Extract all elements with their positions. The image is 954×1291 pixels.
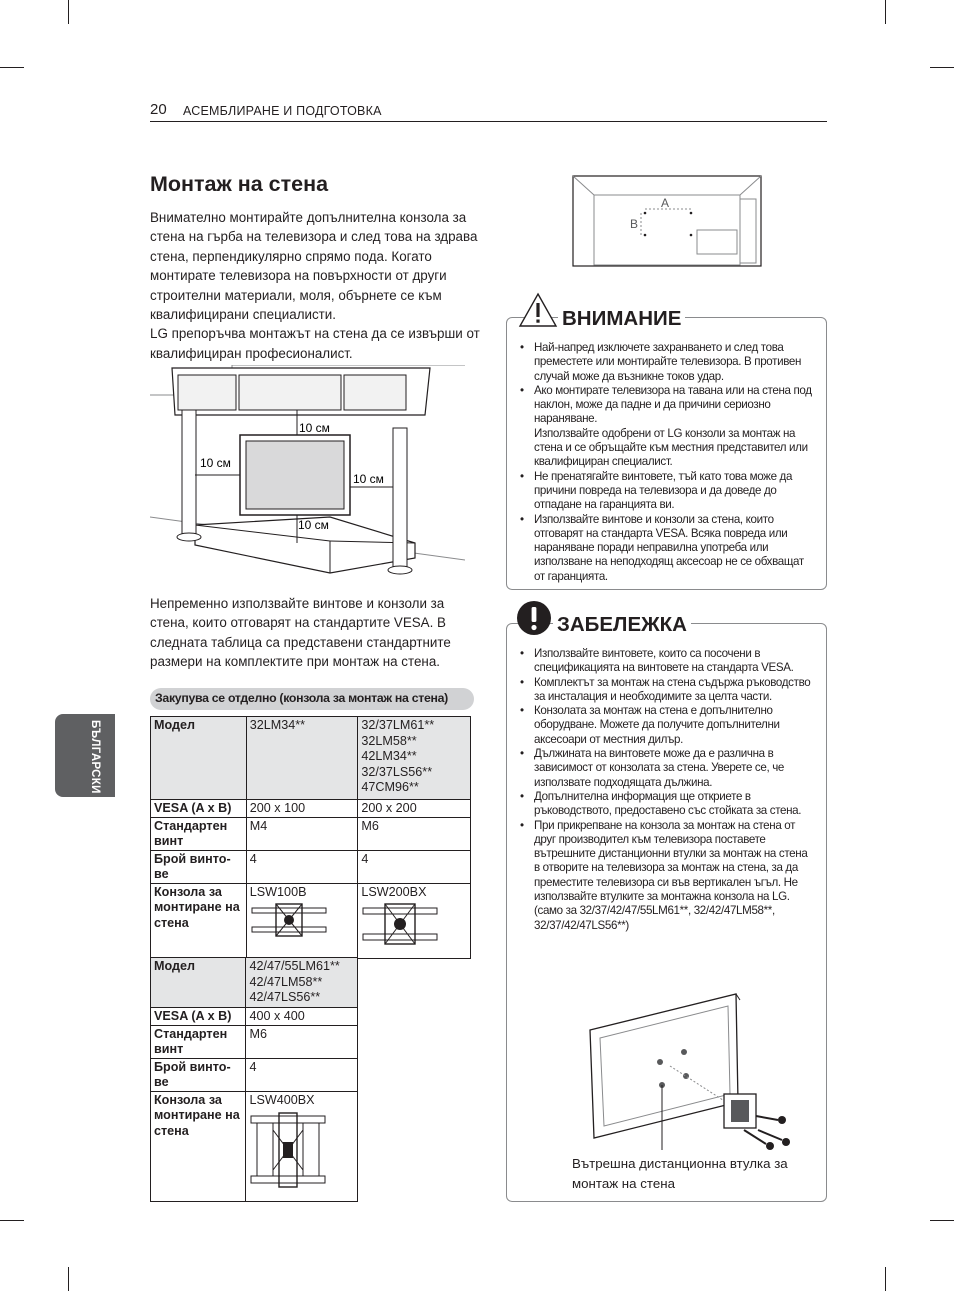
- table1-vesa-b: 200 x 200: [358, 800, 471, 818]
- section-title: АСЕМБЛИРАНЕ И ПОДГОТОВКА: [183, 104, 382, 118]
- table1-bracket-label: Конзола за монтиране на стена: [151, 883, 247, 958]
- purchase-label: Закупува се отделно (конзола за монтаж на стена): [150, 688, 474, 710]
- table1-vesa-label: VESA (A x B): [151, 800, 247, 818]
- table2-vesa-label: VESA (A x B): [151, 1008, 246, 1026]
- crop-mark: [885, 0, 886, 24]
- header-divider: [150, 121, 827, 122]
- note-item: • Използвайте винтовете, които са посочени в спецификацията на винтовете на стандарта VESA.: [520, 647, 816, 676]
- table2-bracket: LSW400BX: [249, 1092, 315, 1107]
- note-item: • Дължината на винтовете може да е различна в зависимост от конзолата за стена. Уверете се, че използвате подходящата дължина.: [520, 747, 816, 790]
- table1-model-b: 32/37LM61** 32LM58** 42LM34** 32/37LS56** 47CM96**: [358, 717, 471, 800]
- vesa-paragraph: Непременно използвайте винтове и конзоли за стена, които отговарят на стандартите VESA. В следната таблица са представени стандартните размери на комплектите при монтаж на стена.: [150, 596, 451, 670]
- table1-count-label: Брой винто-ве: [151, 850, 247, 883]
- clearance-right-label: 10 см: [353, 472, 384, 486]
- note-item: • Комплектът за монтаж на стена съдържа ръководство за инсталация и необходимите за целта части.: [520, 676, 816, 705]
- wall-mount-clearance-illustration: [150, 365, 465, 583]
- tv-back-spacer-illustration: [586, 990, 800, 1150]
- table1-screw-b: M6: [358, 817, 471, 850]
- clearance-top-label: 10 см: [299, 421, 330, 435]
- vesa-label-b: B: [630, 217, 639, 231]
- bracket-lsw400bx-image: [249, 1110, 327, 1190]
- caution-item: • Ако монтирате телевизора на тавана или на стена под наклон, може да падне и да причини сериозно нараняване. Използвайте одобрени от LG конзоли за монтаж на стена и се обръщайте към местния представител или квалифициран специалист.: [520, 384, 816, 470]
- vesa-label-a: A: [661, 196, 670, 210]
- vesa-hole-diagram: [572, 175, 762, 267]
- table1-bracket-b: LSW200BX: [361, 884, 427, 899]
- caution-title: ВНИМАНИЕ: [558, 307, 685, 331]
- table1-model-label: Модел: [151, 717, 247, 800]
- table2-screw: M6: [246, 1025, 358, 1058]
- table1-screw-label: Стандартен винт: [151, 817, 247, 850]
- caution-item: • Най-напред изключете захранването и след това преместете или монтирайте телевизора. В противен случай може да възникне токов удар.: [520, 341, 816, 384]
- crop-mark: [930, 1220, 954, 1221]
- caution-item: • Не пренатягайте винтовете, тъй като това може да причини повреда на телевизора и да доведе до отпадане на гаранцията ви.: [520, 470, 816, 513]
- caution-list: [520, 341, 816, 584]
- crop-mark: [930, 67, 954, 68]
- crop-mark: [0, 1220, 24, 1221]
- spacer-caption: Вътрешна дистанционна втулка за монтаж на стена: [572, 1156, 788, 1191]
- crop-mark: [885, 1267, 886, 1291]
- crop-mark: [0, 67, 24, 68]
- table2-vesa: 400 x 400: [246, 1008, 358, 1026]
- table2-model: 42/47/55LM61** 42/47LM58** 42/47LS56**: [246, 958, 358, 1008]
- table2-screw-label: Стандартен винт: [151, 1025, 246, 1058]
- table1-count-b: 4: [358, 850, 471, 883]
- spec-table-1: [150, 716, 471, 959]
- note-exclamation-icon: [516, 600, 552, 636]
- language-tab-label: БЪЛГАРСКИ: [89, 720, 101, 794]
- note-item: • При прикрепване на конзола за монтаж на стена от друг производител към телевизора поставете вътрешните дистанционни втулки за монтаж на стена в отворите на телевизора за монтаж на стена, за да преместите телевизора си във вертикален ъгъл. Не използвайте втулките за монтажна конзола на LG. (само за 32/37/42/47/55LM61**, 32/42/47LM58**, 32/37/42/47LS56**): [520, 819, 816, 933]
- crop-mark: [68, 1267, 69, 1291]
- note-item: • Допълнителна информация ще откриете в ръководството, предоставено със стойката за стена.: [520, 790, 816, 819]
- table1-bracket-a: LSW100B: [249, 884, 307, 899]
- note-item: • Конзолата за монтаж на стена е допълнително оборудване. Можете да получите допълнителни аксесоари от местния дилър.: [520, 704, 816, 747]
- table2-model-label: Модел: [151, 958, 246, 1008]
- intro-paragraph: Внимателно монтирайте допълнителна конзола за стена на гърба на телевизора и след това на здрава стена, перпендикулярно спрямо пода. Когато монтирате телевизора на повърхности от други строителни материали, моля, обърнете се към квалифицирани специалисти. LG препоръчва монтажът на стена да се извърши от квалифициран професионалист.: [150, 210, 480, 361]
- spec-table-2: [150, 957, 358, 1202]
- language-tab: [55, 714, 115, 797]
- page-title: Монтаж на стена: [150, 172, 329, 196]
- clearance-left-label: 10 см: [200, 456, 231, 470]
- note-title: ЗАБЕЛЕЖКА: [553, 613, 691, 637]
- table1-screw-a: M4: [246, 817, 358, 850]
- table2-count: 4: [246, 1058, 358, 1091]
- table2-count-label: Брой винто-ве: [151, 1058, 246, 1091]
- caution-item: • Използвайте винтове и конзоли за стена, които отговарят на стандарта VESA. Всяка повреда или нараняване поради неправилна употреба или използване на неподходящ аксесоар не се обхващат от гаранцията.: [520, 513, 816, 584]
- clearance-bottom-label: 10 см: [298, 518, 329, 532]
- warning-triangle-icon: [518, 292, 558, 328]
- right-speaker: [393, 428, 407, 568]
- table1-model-a: 32LM34**: [246, 717, 358, 800]
- bracket-lsw100b-image: [250, 902, 328, 938]
- note-list: [520, 647, 816, 933]
- table2-bracket-label: Конзола за монтиране на стена: [151, 1091, 246, 1201]
- table1-vesa-a: 200 x 100: [246, 800, 358, 818]
- page-number: 20: [150, 101, 167, 118]
- table1-count-a: 4: [246, 850, 358, 883]
- crop-mark: [68, 0, 69, 24]
- bracket-lsw200bx-image: [361, 902, 439, 946]
- left-speaker: [182, 410, 196, 536]
